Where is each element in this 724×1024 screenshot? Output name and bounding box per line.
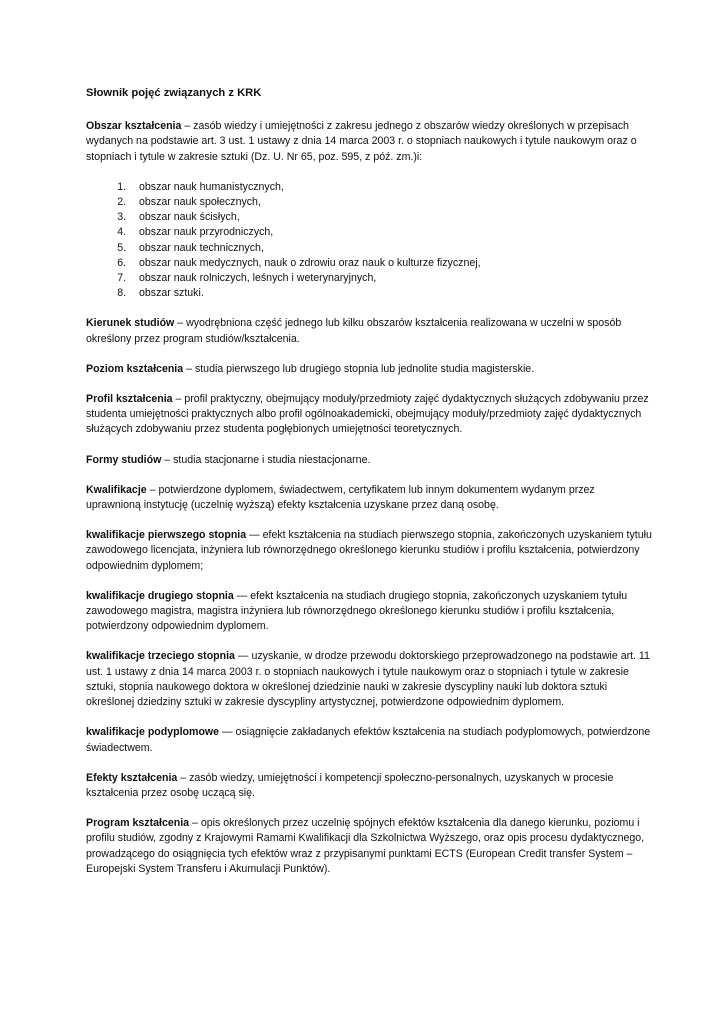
definition-text: zasób wiedzy i umiejętności z zakresu jednego z obszarów wiedzy określonych w przepisach wydanych na podstawie art. 3 ust. 1 ustawy z dnia 14 marca 2003 r. o stopniach naukowych i tytule naukowym oraz o stopniach i tytule w zakresie sztuki (Dz. U. Nr 65, poz. 595, z póź. zm.)i: bbox=[86, 120, 637, 163]
list-item: 1. obszar nauk humanistycznych, bbox=[129, 180, 652, 195]
definition-text: studia pierwszego lub drugiego stopnia lub jednolite studia magisterskie. bbox=[194, 362, 535, 375]
areas-list bbox=[86, 180, 652, 302]
definition-separator: — bbox=[233, 589, 251, 602]
definition-entry bbox=[86, 119, 652, 165]
definition-entry bbox=[86, 362, 652, 377]
definition-entry bbox=[86, 649, 652, 710]
definition-separator: – bbox=[181, 120, 194, 133]
definition-term: kwalifikacje pierwszego stopnia bbox=[86, 529, 247, 542]
definition-separator: – bbox=[189, 817, 201, 830]
definition-separator: – bbox=[177, 771, 190, 784]
definition-separator: — bbox=[219, 726, 236, 739]
definition-text: uzyskanie, w drodze przewodu doktorskiego przeprowadzonego na podstawie art. 11 ust. 1 ustawy z dnia 14 marca 2003 r. o stopniach naukowych i tytule naukowym oraz o stopniach i tytule w zakresie sztuki, stopnia naukowego doktora w określonej dziedzinie nauki w zakresie dyscypliny nauki lub doktora sztuki określonej dziedziny sztuki w zakresie dyscypliny artystycznej, potwierdzone odpowiednim dyplomem. bbox=[86, 650, 650, 709]
definition-entry bbox=[86, 453, 652, 468]
list-item: 6. obszar nauk medycznych, nauk o zdrowiu oraz nauk o kulturze fizycznej, bbox=[129, 256, 652, 271]
definition-entry bbox=[86, 483, 652, 513]
definition-entry bbox=[86, 589, 652, 635]
list-item: 3. obszar nauk ścisłych, bbox=[129, 210, 652, 225]
list-item: 7. obszar nauk rolniczych, leśnych i weterynaryjnych, bbox=[129, 271, 652, 286]
definition-separator: – bbox=[172, 393, 185, 406]
definition-text: potwierdzone dyplomem, świadectwem, certyfikatem lub innym dokumentem wydanym przez uprawnioną instytucję (uczelnię wyższą) efekty kształcenia uzyskane przez daną osobę. bbox=[86, 483, 595, 512]
definition-term: kwalifikacje podyplomowe bbox=[86, 726, 220, 739]
definition-entry bbox=[86, 316, 652, 346]
definition-text: efekt kształcenia na studiach pierwszego stopnia, zakończonych uzyskaniem tytułu zawodowego licencjata, inżyniera lub równorzędnego określonego kierunku studiów i profilu kształcenia, potwierdzony odpowiednim dyplomem; bbox=[86, 529, 652, 572]
definition-text: osiągnięcie zakładanych efektów kształcenia na studiach podyplomowych, potwierdzone świadectwem. bbox=[86, 726, 651, 754]
definition-term: Kierunek studiów bbox=[86, 317, 175, 330]
definition-term: Poziom kształcenia bbox=[86, 362, 184, 375]
list-item: 5. obszar nauk technicznych, bbox=[129, 241, 652, 256]
definition-separator: – bbox=[161, 453, 174, 466]
definition-text: wyodrębniona część jednego lub kilku obszarów kształcenia realizowana w uczelni w sposób określony przez program studiów/kształcenia. bbox=[86, 317, 622, 345]
definition-text: zasób wiedzy, umiejętności i kompetencji społeczno-personalnych, uzyskanych w procesie kształcenia przez osobę uczącą się. bbox=[86, 771, 614, 799]
definition-separator: – bbox=[183, 362, 195, 375]
list-item: 8. obszar sztuki. bbox=[129, 286, 652, 301]
definition-entry bbox=[86, 528, 652, 574]
definition-text: efekt kształcenia na studiach drugiego stopnia, zakończonych uzyskaniem tytułu zawodowego magistra, magistra inżyniera lub równorzędnego określonego kierunku studiów i profilu kształcenia, potwierdzony odpowiednim dyplomem. bbox=[86, 589, 628, 633]
definition-text: opis określonych przez uczelnię spójnych efektów kształcenia dla danego kierunku, poziomu i profilu studiów, zgodny z Krajowymi Ramami Kwalifikacji dla Szkolnictwa Wyższego, oraz opis procesu dydaktycznego, prowadzącego do osiągnięcia tych efektów wraz z przypisanymi punktami ECTS (European Credit transfer System – Europejski System Transferu i Akumulacji Punktów). bbox=[86, 817, 645, 875]
definition-term: kwalifikacje trzeciego stopnia bbox=[86, 650, 235, 663]
document-title: Słownik pojęć związanych z KRK bbox=[86, 87, 262, 99]
definition-entry bbox=[86, 771, 652, 801]
definition-term: Profil kształcenia bbox=[86, 393, 173, 406]
definition-entry bbox=[86, 725, 652, 755]
definition-entry bbox=[86, 392, 652, 438]
definition-entry bbox=[86, 816, 652, 877]
list-item: 2. obszar nauk społecznych, bbox=[129, 195, 652, 210]
definition-separator: — bbox=[246, 529, 263, 542]
definition-term: Formy studiów bbox=[86, 453, 162, 466]
definition-term: Obszar kształcenia bbox=[86, 120, 182, 133]
definition-separator: – bbox=[146, 483, 159, 496]
definition-text: studia stacjonarne i studia niestacjonarne. bbox=[173, 453, 371, 466]
definition-term: Program kształcenia bbox=[86, 817, 190, 830]
definition-term: Efekty kształcenia bbox=[86, 771, 178, 784]
definition-separator: — bbox=[234, 650, 252, 663]
definition-term: Kwalifikacje bbox=[86, 483, 147, 496]
definition-term: kwalifikacje drugiego stopnia bbox=[86, 589, 234, 602]
definition-text: profil praktyczny, obejmujący moduły/przedmioty zajęć dydaktycznych służących zdobywaniu przez studenta umiejętności praktycznych albo profil ogólnoakademicki, obejmujący moduły/przedmioty zajęć dydaktycznych służących zdobywaniu przez studenta pogłębionych umiejętności teoretycznych. bbox=[86, 393, 649, 436]
definition-separator: – bbox=[174, 317, 187, 330]
list-item: 4. obszar nauk przyrodniczych, bbox=[129, 225, 652, 240]
